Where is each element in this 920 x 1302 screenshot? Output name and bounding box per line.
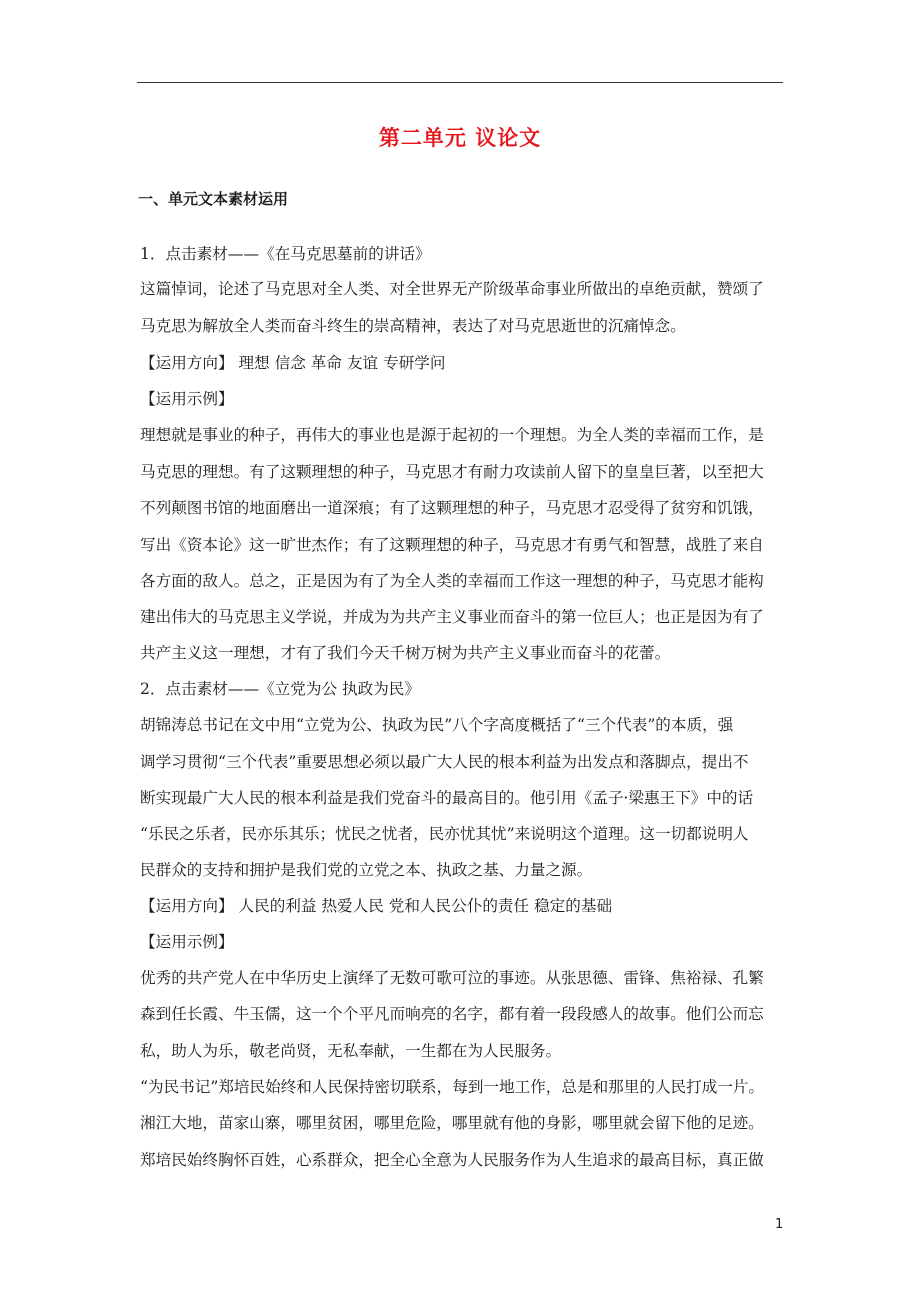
text-line: 2．点击素材——《立党为公 执政为民》 <box>140 680 420 698</box>
text-line: 湘江大地，苗家山寨，哪里贫困，哪里危险，哪里就有他的身影，哪里就会留下他的足迹。 <box>140 1114 764 1132</box>
page-title: 第二单元 议论文 <box>378 126 542 150</box>
text-line: 森到任长霞、牛玉儒，这一个个平凡而响亮的名字，都有着一段段感人的故事。他们公而忘 <box>140 1005 764 1023</box>
text-line: 马克思为解放全人类而奋斗终生的崇高精神，表达了对马克思逝世的沉痛悼念。 <box>140 317 686 335</box>
text-line: 各方面的敌人。总之，正是因为有了为全人类的幸福而工作这一理想的种子，马克思才能构 <box>140 572 764 590</box>
text-line: 【运用方向】 人民的利益 热爱人民 党和人民公仆的责任 稳定的基础 <box>140 897 613 915</box>
text-line: 优秀的共产党人在中华历史上演绎了无数可歌可泣的事迹。从张思德、雷锋、焦裕禄、孔繁 <box>140 969 764 987</box>
text-line: 民群众的支持和拥护是我们党的立党之本、执政之基、力量之源。 <box>140 861 593 879</box>
section-heading: 一、单元文本素材运用 <box>138 190 289 208</box>
text-line: 断实现最广大人民的根本利益是我们党奋斗的最高目的。他引用《孟子·梁惠王下》中的话 <box>140 789 754 807</box>
text-line: 【运用示例】 <box>140 390 234 408</box>
text-line: 调学习贯彻“三个代表”重要思想必须以最广大人民的根本利益为出发点和落脚点，提出不 <box>140 753 749 771</box>
text-line: 郑培民始终胸怀百姓，心系群众，把全心全意为人民服务作为人生追求的最高目标，真正做 <box>140 1151 764 1169</box>
text-line: 【运用方向】 理想 信念 革命 友谊 专研学问 <box>140 354 446 372</box>
page-number: 1 <box>775 1217 784 1232</box>
text-line: 这篇悼词，论述了马克思对全人类、对全世界无产阶级革命事业所做出的卓绝贡献，赞颂了 <box>140 280 764 298</box>
text-line: 建出伟大的马克思主义学说，并成为为共产主义事业而奋斗的第一位巨人；也正是因为有了 <box>140 608 764 626</box>
text-line: “为民书记”郑培民始终和人民保持密切联系，每到一地工作，总是和那里的人民打成一片。 <box>140 1078 765 1096</box>
text-line: 【运用示例】 <box>140 933 234 951</box>
text-line: 胡锦涛总书记在文中用“立党为公、执政为民”八个字高度概括了“三个代表”的本质，强 <box>140 716 734 734</box>
text-line: 马克思的理想。有了这颗理想的种子，马克思才有耐力攻读前人留下的皇皇巨著，以至把大 <box>140 463 764 481</box>
text-line: “乐民之乐者，民亦乐其乐；忧民之忧者，民亦忧其忧”来说明这个道理。这一切都说明人 <box>140 825 749 843</box>
text-line: 不列颠图书馆的地面磨出一道深痕；有了这颗理想的种子，马克思才忍受得了贫穷和饥饿， <box>140 499 764 517</box>
text-line: 私，助人为乐，敬老尚贤，无私奉献，一生都在为人民服务。 <box>140 1042 562 1060</box>
text-line: 1．点击素材——《在马克思墓前的讲话》 <box>140 245 431 263</box>
text-line: 写出《资本论》这一旷世杰作；有了这颗理想的种子，马克思才有勇气和智慧，战胜了来自 <box>140 536 764 554</box>
header-rule <box>137 82 783 83</box>
text-line: 共产主义这一理想，才有了我们今天千树万树为共产主义事业而奋斗的花蕾。 <box>140 644 671 662</box>
text-line: 理想就是事业的种子，再伟大的事业也是源于起初的一个理想。为全人类的幸福而工作，是 <box>140 426 764 444</box>
